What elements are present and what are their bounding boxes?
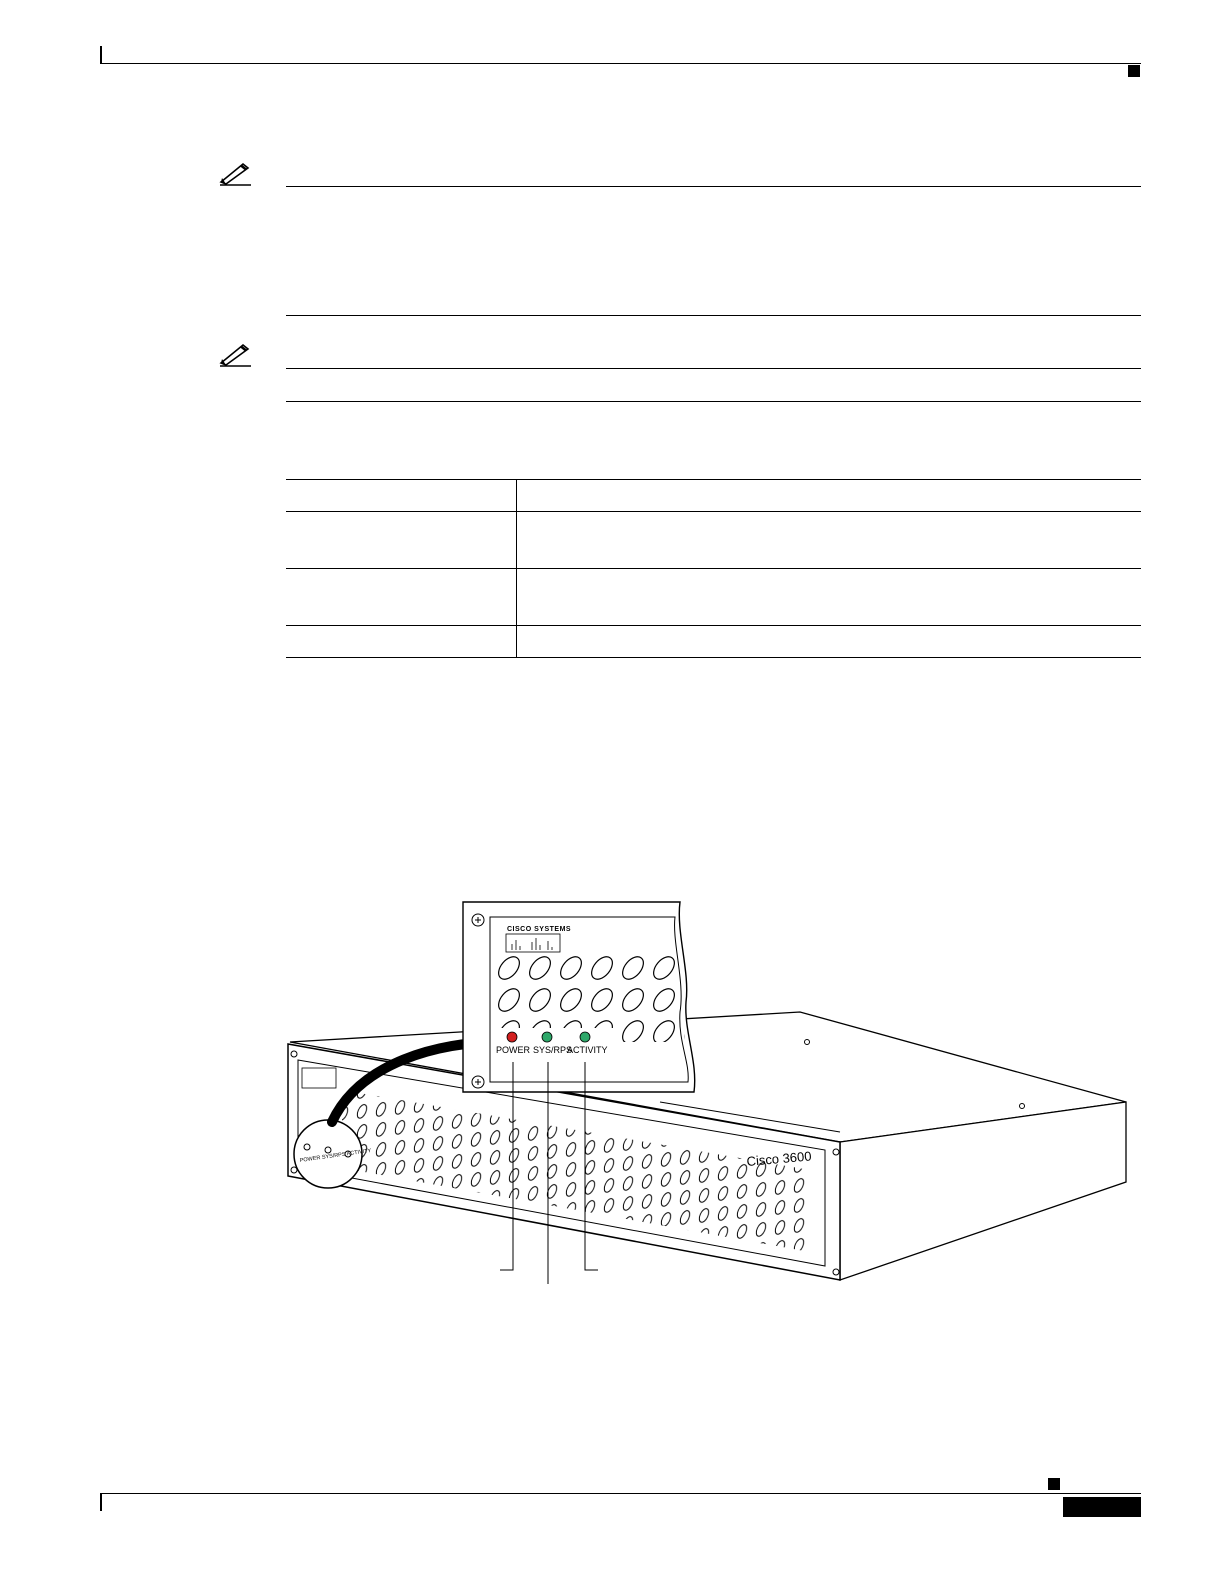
table-row bbox=[286, 626, 1141, 658]
power-led bbox=[507, 1032, 517, 1042]
small-led-labels: POWER SYS/RPS ACTIVITY bbox=[299, 1147, 372, 1164]
footer-marker bbox=[1048, 1478, 1060, 1490]
router-front-panel-figure bbox=[280, 892, 1140, 1292]
led-table bbox=[286, 479, 1141, 658]
power-label: POWER bbox=[496, 1045, 531, 1055]
table-header-row bbox=[286, 480, 1141, 512]
note-bottom-rule bbox=[286, 315, 1141, 316]
sys-rps-led bbox=[542, 1032, 552, 1042]
sys-rps-label: SYS/RPS bbox=[533, 1045, 573, 1055]
footer-tick bbox=[100, 1493, 102, 1511]
header-rule bbox=[100, 63, 1141, 64]
chassis-logo bbox=[302, 1068, 336, 1088]
table-row bbox=[286, 512, 1141, 569]
note-top-rule bbox=[286, 186, 1141, 187]
header-tick bbox=[100, 46, 102, 64]
table-row bbox=[286, 569, 1141, 626]
note-bottom-rule bbox=[286, 401, 1141, 402]
header-marker bbox=[1128, 65, 1140, 77]
cisco-logo-text: CISCO SYSTEMS bbox=[507, 926, 572, 933]
activity-label: ACTIVITY bbox=[567, 1045, 608, 1055]
page-number-tab bbox=[1063, 1497, 1141, 1517]
note-top-rule bbox=[286, 368, 1141, 369]
pencil-note-icon bbox=[218, 343, 252, 367]
activity-led bbox=[580, 1032, 590, 1042]
footer-rule bbox=[100, 1493, 1141, 1494]
pencil-note-icon bbox=[218, 162, 252, 186]
model-label: Cisco 3600 bbox=[745, 1148, 813, 1169]
